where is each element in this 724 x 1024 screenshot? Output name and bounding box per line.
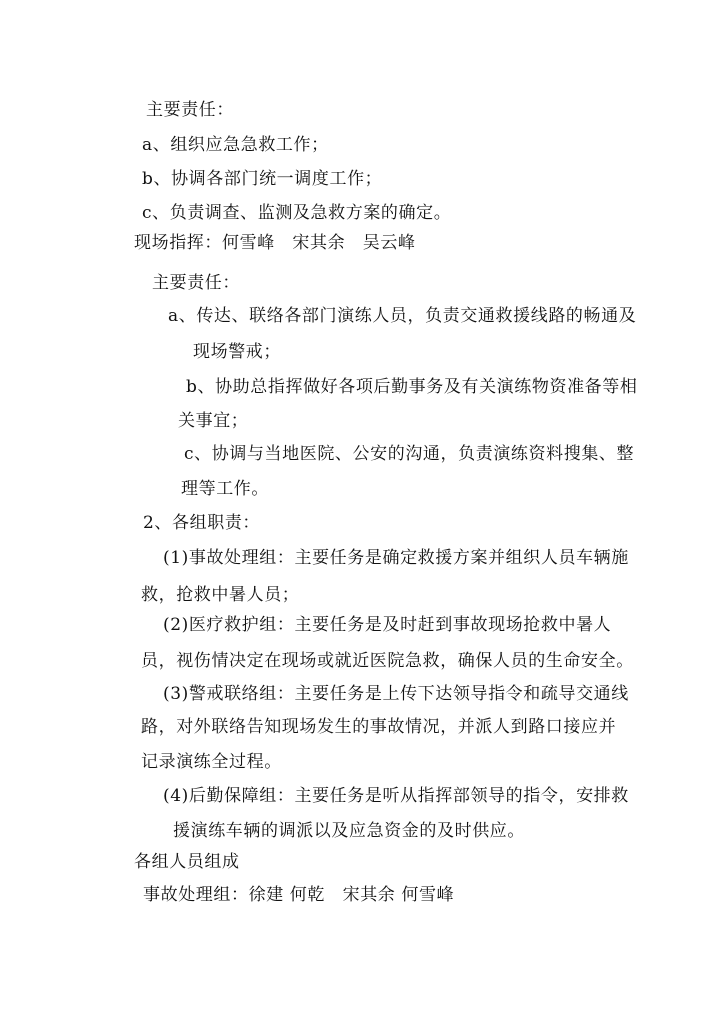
section2-item-c-line2: 理等工作。 [181,479,269,499]
accident-group-members: 事故处理组：徐建 何乾 宋其余 何雪峰 [143,885,455,905]
group-duty-line: 援演练车辆的调派以及应急资金的及时供应。 [173,821,525,841]
section2-item-b-line2: 关事宜； [178,411,249,431]
section2-item-b-line1: b、协助总指挥做好各项后勤事务及有关演练物资准备等相 [186,377,638,397]
group-duty-line: (2)医疗救护组：主要任务是及时赶到事故现场抢救中暑人 [163,615,612,635]
group-duty-line: 救，抢救中暑人员； [141,585,300,605]
section1-item-b: b、协调各部门统一调度工作； [142,169,383,189]
group-duty-line: (4)后勤保障组：主要任务是听从指挥部领导的指令，安排救 [163,786,629,806]
group-duty-line: 记录演练全过程。 [141,752,282,772]
section1-heading: 主要责任： [146,100,234,120]
section2-item-c-line1: c、协调与当地医院、公安的沟通，负责演练资料搜集、整 [184,444,635,464]
group-duty-line: (1)事故处理组：主要任务是确定救援方案并组织人员车辆施 [163,548,629,568]
section2-heading: 主要责任： [152,273,240,293]
section2-item-a-line2: 现场警戒； [193,342,281,362]
group-duties-heading: 2、各组职责： [143,513,261,533]
group-duty-line: (3)警戒联络组：主要任务是上传下达领导指令和疏导交通线 [163,684,629,704]
members-heading: 各组人员组成 [134,852,240,872]
group-duty-line: 员，视伤情决定在现场或就近医院急救，确保人员的生命安全。 [141,651,634,671]
site-command-line: 现场指挥：何雪峰 宋其余 吴云峰 [134,233,416,253]
section1-item-c: c、负责调查、监测及急救方案的确定。 [142,203,452,223]
section1-item-a: a、组织应急急救工作； [142,135,329,155]
section2-item-a-line1: a、传达、联络各部门演练人员，负责交通救援线路的畅通及 [168,306,637,326]
group-duty-line: 路，对外联络告知现场发生的事故情况，并派人到路口接应并 [141,717,617,737]
